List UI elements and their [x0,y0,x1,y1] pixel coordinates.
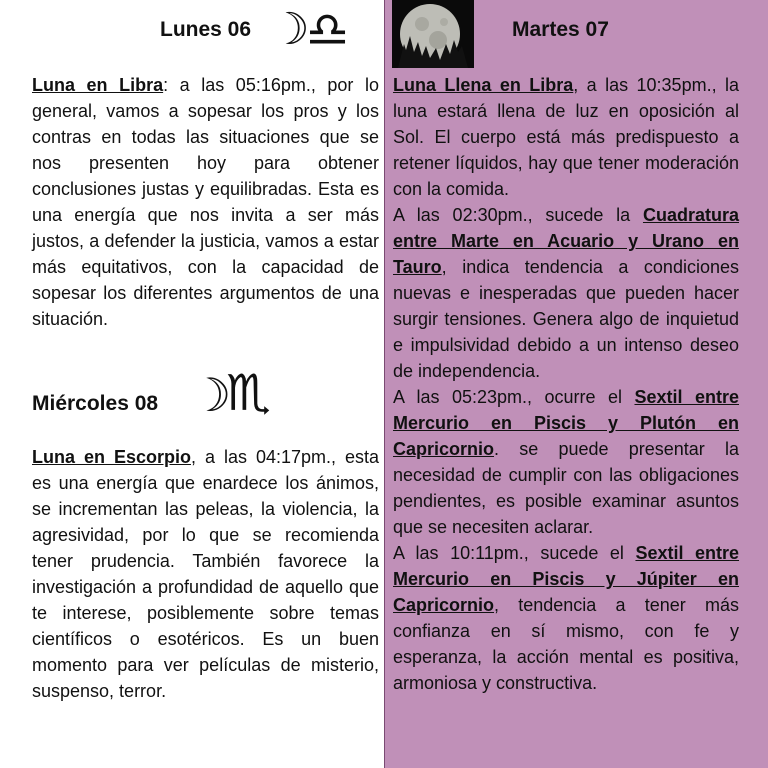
tuesday-link-1[interactable]: Luna Llena en Libra [393,75,574,95]
scorpio-icon: ♏ [226,364,271,422]
libra-icon: ♎ [306,2,350,58]
tuesday-link-3[interactable]: Sextil entre Mercurio en Piscis y Plutón en Capricornio [393,387,739,459]
wednesday-title: Miércoles 08 [32,392,159,415]
wednesday-paragraph: Luna en Escorpio, a las 04:17pm., esta es una energía que enardece los ánimos, se incrementan las peleas, la violencia, la agresividad, por lo que se recomienda tener prudencia. También favorece la investigación a profundidad de aquello que te interese, posiblemente sobre temas científicos o esotéricos. Es un buen momento para ver películas de misterio, suspenso, terror. [32,447,379,701]
wednesday-link[interactable]: Luna en Escorpio [32,447,191,467]
tuesday-paragraph-4: A las 10:11pm., sucede el Sextil entre Mercurio en Piscis y Júpiter en Capricornio, tendencia a tener más confianza en sí mismo, con fe y esperanza, la acción mental es positiva, armoniosa y constructiva. [393,543,740,693]
monday-title: Lunes 06 [160,18,252,41]
crescent-moon-icon: ☽ [270,4,310,55]
tuesday-paragraph-3: A las 05:23pm., ocurre el Sextil entre Mercurio en Piscis y Plutón en Capricornio. se puede presentar la necesidad de cumplir con las obligaciones pendientes, es posible examinar asuntos que se necesiten aclarar. [393,387,739,537]
monday-link[interactable]: Luna en Libra [32,75,164,95]
tuesday-title: Martes 07 [512,18,609,41]
crescent-moon-icon: ☽ [190,368,232,422]
monday-paragraph: Luna en Libra: a las 05:16pm., por lo general, vamos a sopesar los pros y los contras en todas las situaciones que se nos presenten hoy para obtener conclusiones justas y equilibradas. Esta es una energía que nos invita a ser más justos, a defender la justicia, vamos a estar más equitativos, con la capacidad de sopesar los diferentes argumentos de una situación. [32,75,379,329]
full-moon-photo-icon [392,0,474,68]
tuesday-paragraph-2: A las 02:30pm., sucede la Cuadratura entre Marte en Acuario y Urano en Tauro, indica tendencia a condiciones nuevas e inesperadas que pueden hacer surgir tensiones. Genera algo de inquietud e impulsividad debido a un intenso deseo de independencia. [393,205,739,381]
tuesday-content [393,72,739,696]
tuesday-paragraph-1: Luna Llena en Libra, a las 10:35pm., la luna estará llena de luz en oposición al Sol. El cuerpo está más predispuesto a retener líquidos, hay que tener moderación con la comida. [393,75,739,199]
tuesday-link-4[interactable]: Sextil entre Mercurio en Piscis y Júpiter en Capricornio [393,543,740,615]
tuesday-link-2[interactable]: Cuadratura entre Marte en Acuario y Urano en Tauro [393,205,739,277]
